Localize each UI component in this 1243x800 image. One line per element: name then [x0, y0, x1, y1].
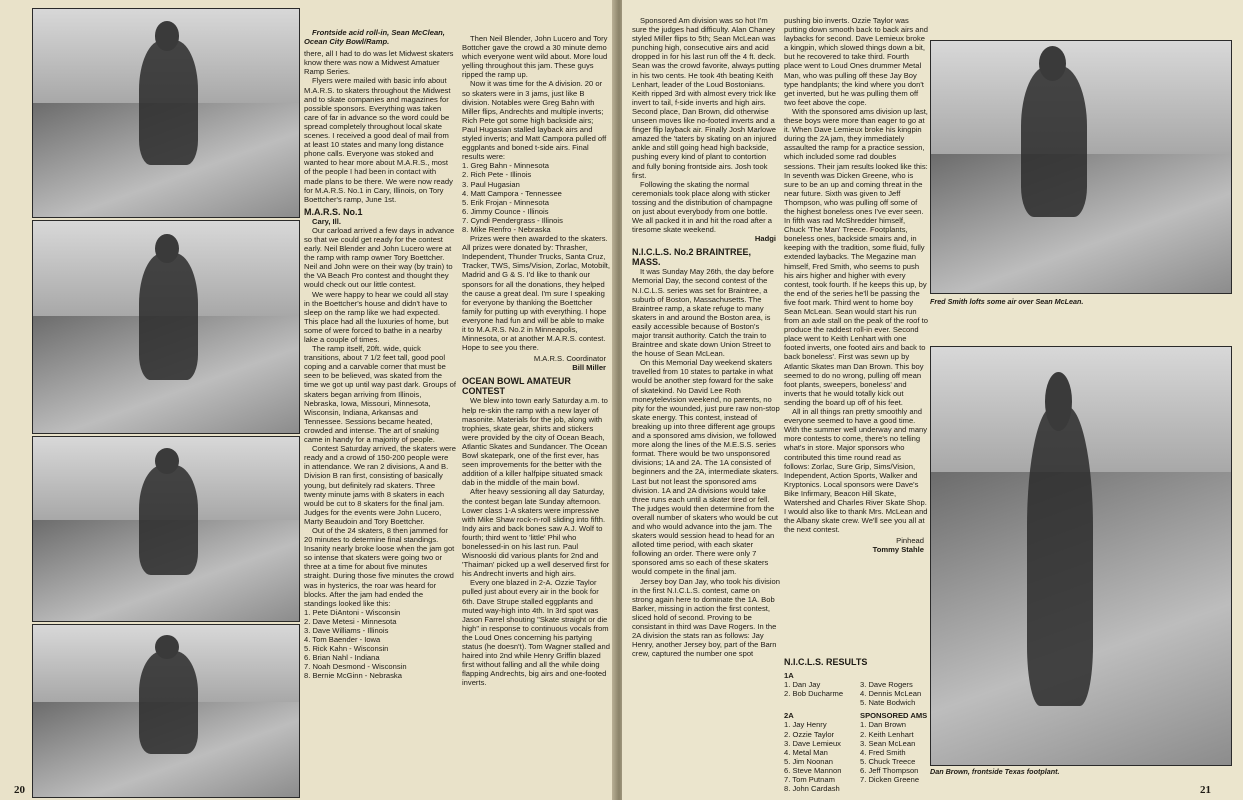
col1-paragraph: Contest Saturday arrived, the skaters were ready and a crowd of 150-200 people were in attendance. We ran 2 divisions, A and B. Division B ran first, consisting of basically young, but definitely rad skaters. Three twenty minute jams with 8 skaters in each would be cut to 8 skaters for the final jam. Judges for the events were John Lucero, Marty Beaudoin and Tory Boettcher.: [304, 444, 456, 526]
section-heading-nicls-no2: N.I.C.L.S. No.2 BRAINTREE, MASS.: [632, 247, 752, 268]
section-heading-mars-no1: M.A.R.S. No.1: [304, 206, 363, 217]
section-heading-ocean-bowl: OCEAN BOWL AMATEUR CONTEST: [462, 376, 571, 397]
result-item: 1. Jay Henry: [784, 720, 827, 730]
result-item: 3. Sean McLean: [860, 738, 916, 748]
result-item: 6. Brian Nahl - Indiana: [304, 653, 380, 663]
photo-skater-sequence-4: [32, 624, 300, 798]
result-item: 8. Bernie McGinn - Nebraska: [304, 671, 402, 681]
col4-paragraph: All in all things ran pretty smoothly and everyone seemed to have a good time. With the summer well underway and many more contests to come, there's no telling what's in store. Major sponsors who contributed this time round read as follows: Zorlac, Sure Grip, Sims/Vision, Independent, Action Sports, Walker and Kryptonics. Local sponsors were Dave's Bike Infirmary, Beacon Hill Skate, Watershed and Charles River Skate Shop. I would also like to thank Mrs. McLean and the Albany skate crew. We'll see you all at the next contest.: [784, 407, 928, 535]
col3-paragraph: On this Memorial Day weekend skaters travelled from 10 states to partake in what would be another step foward for the sake of skatekind. No David Lee Roth moneytelevision weekend, no parents, no pity for the wounded, just pure raw non-stop skate energy. This contest, instead of breaking up into three different age groups and a sponsored ams division, we followed more along the lines of the M.E.S.S. series format. There would be two unsponsored divisions; 1A and 2A. The 1A consisted of beginners and the 2A, intermediate skaters. Last but not least the sponsored ams division. 1A and 2A divisions would take three runs each until a skater tired or fell. The judges would then determine from the overall number of skaters who would be cut and who would advance into the jam. The skaters would session head to head for an alloted time period, with each skater following an order. There were only 7 sponsored ams so each of these skaters would compete in the final jam.: [632, 358, 780, 577]
page-number-left: 20: [14, 784, 25, 796]
photo-dan-brown-footplant: [930, 346, 1232, 766]
col3-paragraph: It was Sunday May 26th, the day before Memorial Day, the second contest of the N.I.C.L.S. series was set for Braintree, a suburb of Boston, Massachusetts. The Braintree ramp, a skate refuge to many skaters in and around the Boston area, is easily accessible because of Boston's major transit authority. Catch the train to Braintree and skate down Union Street to the house of Sean McLean.: [632, 267, 774, 359]
result-item: 4. Fred Smith: [860, 747, 906, 757]
result-item: 5. Erik Frojan - Minnesota: [462, 197, 549, 207]
col4-paragraph: With the sponsored ams division up last, these boys were more than eager to go at it. When Dave Lemieux broke his kingpin during the 2A jam, they immediately assaulted the ramp for a practice session, which included some rad doubles sessions. Their jam results looked like this: In seventh was Dicken Greene, who is sure to be an up and coming threat in the near future. Sixth was given to Jeff Thompson, who was pulling off some of the highest boneless ones I've ever seen. In fifth was rad McShredder himself, Chuck 'The Man' Treece. Footplants, boneless ones, backside smairs and, in keeping with the tradition, some fluid, fully extended laybacks. The Megazine man himself, Fred Smith, who seems to push his airs higher and higher with every contest, took fourth. If he keeps this up, by the end of the series he'll be passing the five foot mark. Third went to home boy Sean McLean. Sean would start his run from an axle stall on the peak of the roof to produce the raddest roll-in ever. Second place went to Keith Lenhart with one footed inverts, one footed airs and back to back boneless'. First was sewn up by Atlantic Skates man Dan Brown. This boy seemed to do no wrong, pulling off mean foot plants, sweepers, boneless' and inverts that he would totally kick out sending the board up off of his feet.: [784, 106, 928, 407]
result-item: 4. Matt Campora - Tennessee: [462, 188, 562, 198]
result-item: 4. Dennis McLean: [860, 689, 922, 699]
page-number-right: 21: [1200, 784, 1211, 796]
col3-paragraph: Sponsored Am division was so hot I'm sure the judges had difficulty. Alan Chaney styled Miller flips to 5th; Sean McLean was punching high, consecutive airs and acid dropped in for his last run off the 4 ft. deck. Sean was the crowd favorite, always putting in his two cents. He took 4th beating Keith Lenhart, leader of the Loud Bostonians. Keith ripped 3rd with almost every trick like invert to tail, f-side inverts and high airs. Second place, Dan Brown, did otherwise unseen moves like no-footed inverts and a finger flip layback air. Finally Josh Marlowe amazed the 'taters by skating on an injured ankle and still going head high backside, pushing every kind of plant to contortion and fully boning frontside airs. Josh took first.: [632, 16, 780, 180]
result-item: 5. Jim Noonan: [784, 756, 833, 766]
signature-pinhead: Pinhead: [896, 536, 924, 546]
result-item: 3. Dave Williams - Illinois: [304, 626, 389, 635]
col1-intro: there, all I had to do was let Midwest skaters know there was now a Midwest Amatuer Ramp Series.: [304, 49, 454, 77]
result-item: 5. Chuck Treece: [860, 756, 916, 766]
article-column-2: [462, 34, 610, 798]
result-item: 4. Metal Man: [784, 747, 828, 757]
photo-caption-fred-smith: Fred Smith lofts some air over Sean McLean.: [930, 297, 1084, 306]
col2-paragraph: After heavy sessioning all day Saturday, the contest began late Sunday afternoon. Lower class 1-A skaters were impressive with Mike Shaw rock-n-roll sliding into fifth. Indy airs and back bones saw A.J. Wolf to fourth; third went to 'little' Phil who bonelessed-in on his last run. Paul Wisnooski did various plants for 2nd and 'Thaiman' picked up a well deserved first for his Andrecht inverts and high airs.: [462, 487, 610, 579]
col3-paragraph: Jersey boy Dan Jay, who took his division in the first N.I.C.L.S. contest, came on strong again here to dominate the 1A. Bob Barker, missing in action the first contest, sliced hold of second. Proving to be consistant in third was Dave Rogers. In the 2A division the stats ran as follows: Jay Henry, another Jersey boy, part of the Barn crew, captured the number one spot: [632, 576, 780, 659]
results-title: N.I.C.L.S. RESULTS: [784, 657, 868, 667]
signature-title: M.A.R.S. Coordinator: [533, 354, 606, 364]
col2-paragraph: We blew into town early Saturday a.m. to help re-skin the ramp with a new layer of masonite. Materials for the job, along with trophies, skate gear, shirts and stickers were provided by the city of Ocean Beach, Atlantic Skates and Sundancer. The Ocean Bowl skatepark, one of the first ever, has seen improvements for the better with the addition of a killer halfpipe situated smack dab in the middle of the main bowl.: [462, 396, 608, 488]
result-item: 6. Steve Mannon: [784, 765, 842, 775]
photo-fred-smith-air: [930, 40, 1232, 294]
col1-paragraph: Flyers were mailed with basic info about M.A.R.S. to skaters throughout the Midwest and to skate companies and magazines for possible sponsors. Everything was taken care of far in advance so the word could be spread completely throughout local skate scenes. I received a good deal of mail from at least 10 states and many long distance phone calls. Everyone was stoked and wanted to hear more about M.A.R.S., most of the people I had been in contact with made plans to be there. We were now ready for M.A.R.S. No.1 in Cary, Illinois, on Tory Boettcher's ramp, June 1st.: [304, 76, 453, 204]
result-item: 2. Rich Pete - Illinois: [462, 170, 532, 180]
result-item: 5. Rick Kahn - Wisconsin: [304, 644, 389, 654]
signature-tommy-stahle: Tommy Stahle: [872, 545, 924, 555]
result-item: 5. Nate Bodwich: [860, 698, 916, 708]
results-1a-label: 1A: [784, 671, 794, 681]
photo-caption-dan-brown: Dan Brown, frontside Texas footplant.: [930, 767, 1060, 776]
result-item: 7. Noah Desmond - Wisconsin: [304, 662, 407, 672]
col1-paragraph: The ramp itself, 20ft. wide, quick transitions, about 7 1/2 feet tall, good pool coping and a carvable corner that must be seen to be believed, was skated from the time we got up until way past dark. Groups of skaters began arriving from Illinois, Nebraska, Iowa, Missouri, Minnesota, Wisconsin, Indiana, Arkansas and Tennessee. Sessions became heated, crowded and intense. The art of snaking came in handy for a majority of people.: [304, 344, 456, 445]
result-item: 3. Dave Lemieux: [784, 738, 841, 748]
article-column-4: [784, 16, 928, 656]
a-division-results: [462, 161, 610, 234]
result-item: 7. Tom Putnam: [784, 775, 835, 785]
result-item: 2. Dave Metesi - Minnesota: [304, 616, 397, 626]
col3-paragraph: Following the skating the normal ceremonials took place along with sticker tossing and the distribution of champagne on just about everybody from one bottle. We all packed it in and hit the road after a tiresome skate weekend.: [632, 179, 773, 235]
result-item: 3. Dave Rogers: [860, 680, 913, 690]
article-column-1: [304, 28, 456, 798]
col1-paragraph: Out of the 24 skaters, 8 then jammed for 20 minutes to determine final standings. Insanity nearly broke loose when the jam got so intense that skaters were going two or three at a time for about five minutes straight. During those five minutes the crowd was in hysterics, the roar was heard for blocks. After the jam had ended the standings looked like this:: [304, 525, 455, 608]
left-page: [0, 0, 618, 800]
photo-skater-sequence-3: [32, 436, 300, 622]
result-item: 4. Tom Baender - Iowa: [304, 635, 381, 645]
col2-paragraph: Now it was time for the A division. 20 or so skaters were in 3 jams, just like B division. Notables were Greg Bahn with Miller flips, Andrechts and multiple inverts; Rich Pete got some high backside airs; Paul Hugasian stalled layback airs and styled inverts; and Matt Campora pulled off eggplants and boned t-side airs. Final results were:: [462, 79, 607, 162]
result-item: 1. Pete DiAntoni - Wisconsin: [304, 607, 401, 617]
result-item: 2. Ozzie Taylor: [784, 729, 835, 739]
result-item: 1. Dan Jay: [784, 680, 821, 690]
result-item: 8. Mike Renfro - Nebraska: [462, 224, 551, 234]
result-item: 3. Paul Hugasian: [462, 179, 520, 189]
col1-paragraph: We were happy to hear we could all stay in the Boettcher's house and didn't have to sleep on the ramp like we had expected. This place had all the luxuries of home, but some of were forced to bathe in a nearby lake a couple of times.: [304, 289, 449, 344]
col2-paragraph: Then Neil Blender, John Lucero and Tory Bottcher gave the crowd a 30 minute demo which everyone went wild about. More loud yelling throughout this jam. These guys ripped the ramp up.: [462, 34, 608, 80]
photo-skater-sequence-2: [32, 220, 300, 434]
signature-hadgi: Hadgi: [754, 234, 776, 244]
result-item: 1. Greg Bahn - Minnesota: [462, 161, 549, 171]
result-item: 2. Keith Lenhart: [860, 729, 914, 739]
col2-paragraph: Prizes were then awarded to the skaters. All prizes were donated by: Thrasher, Independent, Thunder Trucks, Santa Cruz, Tracker, TWS, Sims/Vision, Zorlac, Motobilt, Madrid and G & S. I'd like to thank our sponsors for all the donations, they helped the cause a great deal. I'm sure I speaking for everyone by thanking the Boettcher family for putting up with everything. I hope everyone had fun and will be able to make it to M.A.R.S. No.2 in Minneapolis, Minnesota, or at another M.A.R.S. contest. Hope to see you there.: [462, 234, 610, 353]
result-item: 2. Bob Ducharme: [784, 689, 844, 699]
result-item: 7. Dicken Greene: [860, 775, 920, 785]
result-item: 1. Dan Brown: [860, 720, 907, 730]
result-item: 6. Jeff Thompson: [860, 765, 919, 775]
b-division-results: [304, 608, 456, 681]
result-item: 7. Cyndi Pendergrass - Illinois: [462, 215, 563, 225]
result-item: 6. Jimmy Counce - Illinois: [462, 206, 549, 216]
section-subheading-cary: Cary, Ill.: [312, 216, 341, 226]
col1-paragraph: Our carload arrived a few days in advance so that we could get ready for the contest early. Neil Blender and John Lucero were at the ramp with ramp owner Tory Boettcher. Neil and John were on their way (by train) to the VA Beach Pro contest and thought they would check out our little contest.: [304, 225, 455, 290]
right-page: [622, 0, 1243, 800]
photo-caption-top: Frontside acid roll-in, Sean McClean, Ocean City Bowl/Ramp.: [304, 28, 445, 47]
article-column-3: [632, 16, 780, 798]
col4-paragraph: pushing bio inverts. Ozzie Taylor was putting down smooth back to back airs and laybacks for second. Dave Lemieux broke a kingpin, which slowed things down a bit, but he recovered to take third. Fourth place went to Loud Ones drummer Metal Man, who was pulling off these Jay Boy type handplants; the kind where you don't get inverted, but he was pulling them off two feet above the cope.: [784, 16, 928, 107]
signature-name: Bill Miller: [572, 363, 606, 373]
results-sponsored-label: SPONSORED AMS: [860, 711, 928, 721]
nicls-results: [784, 658, 934, 798]
result-item: 8. John Cardash: [784, 784, 840, 794]
results-2a-label: 2A: [784, 711, 794, 721]
col2-paragraph: Every one blazed in 2-A. Ozzie Taylor pulled just about every air in the book for 6th. Dave Strupe stalled eggplants and muted way-high into 4th. In 3rd spot was Jason Farrel shouting "Skate straight or die high" in response to continuous vocals from the Loud Ones concerning his partying status (he doesn't). Tom Wagner stalled and haired into 2nd while Henry Griffin blazed first without falling and all the while doing flapping Andrechts, big airs and one-footed inverts.: [462, 578, 610, 688]
photo-frontside-acid-roll-in: [32, 8, 300, 218]
